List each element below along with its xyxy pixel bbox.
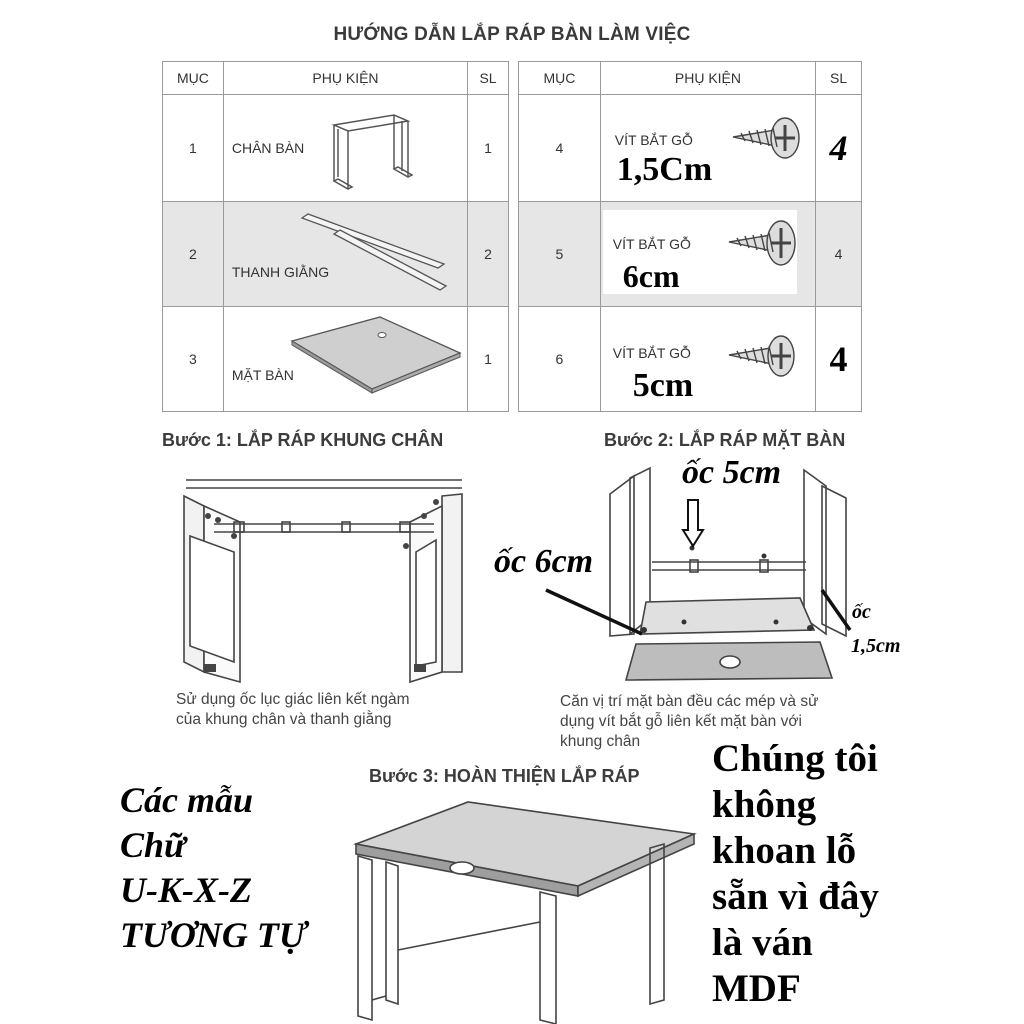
step1-caption bbox=[176, 690, 410, 730]
part-cell bbox=[223, 307, 467, 412]
item-number: 3 bbox=[163, 307, 224, 412]
item-qty: 1 bbox=[468, 307, 509, 412]
step2-title: Bước 2: LẮP RÁP MẶT BÀN bbox=[604, 430, 846, 450]
annotation-screw-label: ốc bbox=[852, 601, 871, 623]
step1-title: Bước 1: LẮP RÁP KHUNG CHÂN bbox=[162, 430, 444, 450]
parts-table-left bbox=[162, 61, 509, 412]
header-part: PHỤ KIỆN bbox=[600, 62, 815, 95]
note-line: MDF bbox=[712, 967, 801, 1010]
table-leg-illustration bbox=[324, 103, 424, 195]
annotation-screw-6cm: ốc 6cm bbox=[494, 543, 594, 580]
step3-finished-desk-illustration bbox=[350, 800, 700, 1024]
part-cell bbox=[600, 307, 815, 412]
note-line: Chữ bbox=[120, 825, 186, 865]
header-item: MỤC bbox=[519, 62, 601, 95]
table-row bbox=[163, 95, 509, 202]
size-note: 1,5Cm bbox=[616, 151, 713, 188]
size-note: 5cm bbox=[632, 367, 694, 404]
part-cell bbox=[223, 95, 467, 202]
item-qty bbox=[816, 95, 862, 202]
item-number: 4 bbox=[519, 95, 601, 202]
caption-line: của khung chân và thanh giằng bbox=[176, 711, 392, 728]
brace-bar-illustration bbox=[294, 206, 454, 296]
annotation-screw-1-5cm: 1,5cm bbox=[851, 635, 901, 657]
note-line: U-K-X-Z bbox=[120, 870, 252, 910]
caption-line: Sử dụng ốc lục giác liên kết ngàm bbox=[176, 691, 410, 708]
tabletop-illustration bbox=[284, 313, 464, 403]
header-qty: SL bbox=[816, 62, 862, 95]
table-header-row bbox=[519, 62, 862, 95]
caption-line: khung chân bbox=[560, 733, 641, 750]
item-qty bbox=[816, 307, 862, 412]
part-name: VÍT BẮT GỖ bbox=[612, 345, 691, 361]
table-row bbox=[519, 95, 862, 202]
annotation-screw-5cm: ốc 5cm bbox=[682, 454, 782, 491]
note-line: khoan lỗ bbox=[712, 829, 857, 872]
note-models bbox=[120, 778, 307, 958]
note-line: Chúng tôi bbox=[712, 737, 878, 780]
step3-title: Bước 3: HOÀN THIỆN LẮP RÁP bbox=[369, 766, 640, 786]
screw-icon bbox=[725, 329, 805, 383]
item-number: 6 bbox=[519, 307, 601, 412]
screw-icon bbox=[725, 216, 805, 270]
part-cell bbox=[223, 202, 467, 307]
header-qty: SL bbox=[468, 62, 509, 95]
table-row bbox=[163, 202, 509, 307]
screw-icon bbox=[729, 113, 809, 163]
size-note: 6cm bbox=[622, 258, 680, 294]
part-name: CHÂN BÀN bbox=[231, 140, 305, 156]
part-cell bbox=[600, 95, 815, 202]
item-number: 1 bbox=[163, 95, 224, 202]
item-number: 5 bbox=[519, 202, 601, 307]
header-part: PHỤ KIỆN bbox=[223, 62, 467, 95]
qty-handwritten: 4 bbox=[829, 339, 848, 379]
part-name: MẶT BÀN bbox=[231, 367, 294, 383]
table-row bbox=[163, 307, 509, 412]
table-row bbox=[519, 202, 862, 307]
header-item: MỤC bbox=[163, 62, 224, 95]
item-qty: 4 bbox=[816, 202, 862, 307]
item-qty: 1 bbox=[468, 95, 509, 202]
part-name: THANH GIẰNG bbox=[231, 264, 330, 280]
note-mdf bbox=[712, 736, 879, 1012]
caption-line: Căn vị trí mặt bàn đều các mép và sử bbox=[560, 693, 819, 710]
part-name: VÍT BẮT GỖ bbox=[614, 132, 693, 148]
caption-line: dụng vít bắt gỗ liên kết mặt bàn với bbox=[560, 713, 802, 730]
qty-handwritten: 4 bbox=[829, 128, 848, 168]
part-name: VÍT BẮT GỖ bbox=[612, 236, 691, 252]
note-line: TƯƠNG TỰ bbox=[120, 915, 307, 955]
note-line: là ván bbox=[712, 921, 813, 964]
note-line: sẵn vì đây bbox=[712, 875, 879, 918]
item-qty: 2 bbox=[468, 202, 509, 307]
note-line: không bbox=[712, 783, 817, 826]
note-line: Các mẫu bbox=[120, 780, 254, 820]
step1-frame-illustration bbox=[174, 466, 474, 686]
parts-table-right bbox=[518, 61, 862, 412]
part-cell bbox=[600, 202, 815, 307]
table-row bbox=[519, 307, 862, 412]
item-number: 2 bbox=[163, 202, 224, 307]
table-header-row bbox=[163, 62, 509, 95]
page-title: HƯỚNG DẪN LẮP RÁP BÀN LÀM VIỆC bbox=[333, 24, 691, 45]
